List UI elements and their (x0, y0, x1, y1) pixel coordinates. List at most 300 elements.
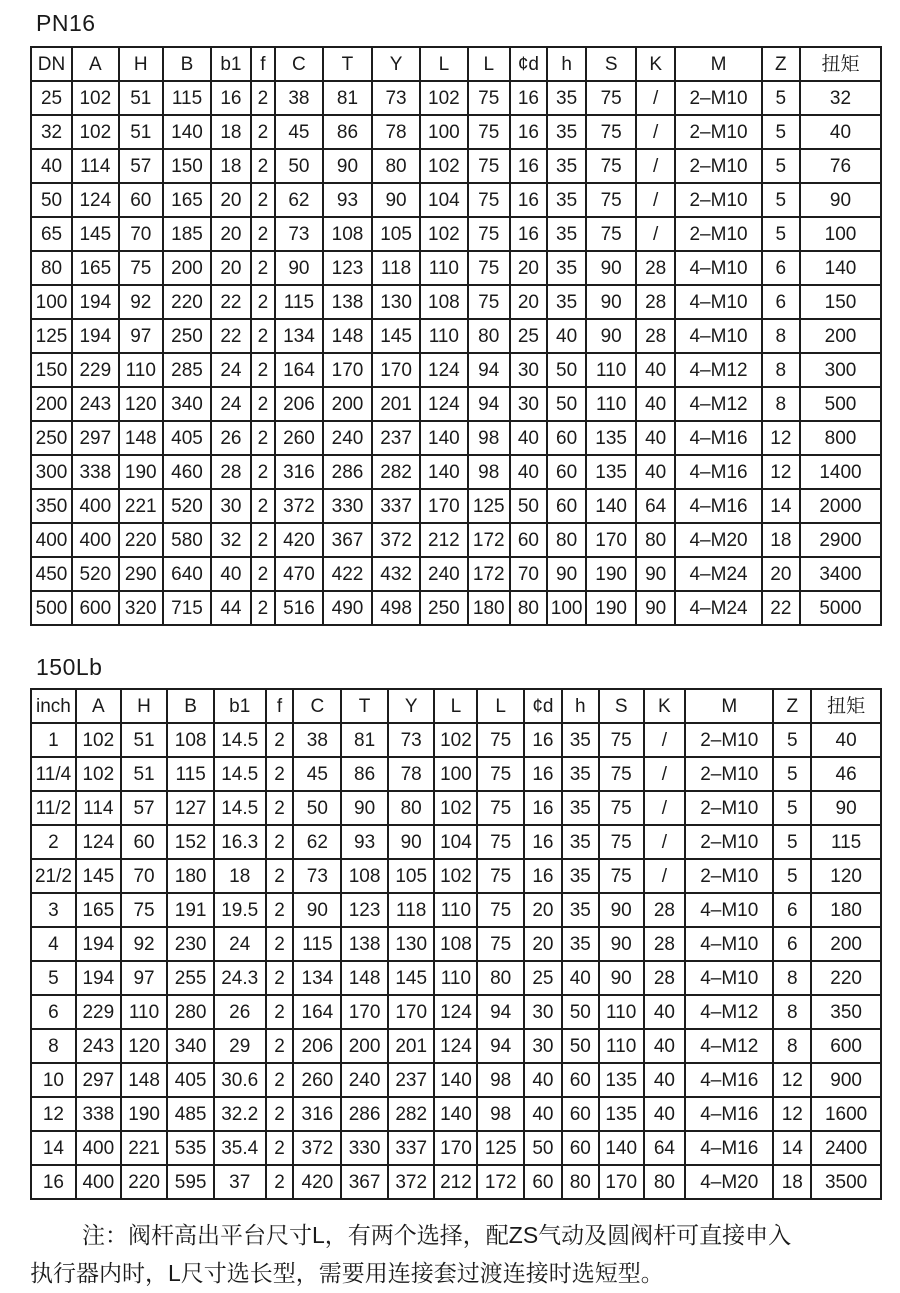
table-cell: 520 (163, 489, 211, 523)
column-header: M (685, 689, 773, 723)
table-cell: 420 (293, 1165, 341, 1199)
table-cell: 148 (121, 1063, 168, 1097)
table-cell: 2–M10 (675, 149, 761, 183)
table-cell: 40 (211, 557, 251, 591)
column-header: H (119, 47, 163, 81)
table-cell: 2 (266, 961, 294, 995)
table-cell: 400 (72, 523, 118, 557)
table-cell: 490 (323, 591, 372, 625)
table-cell: 57 (121, 791, 168, 825)
table-cell: 22 (211, 319, 251, 353)
table-cell: 75 (119, 251, 163, 285)
table-cell: 150 (800, 285, 881, 319)
table-cell: 5 (762, 81, 800, 115)
table-cell: 60 (562, 1131, 599, 1165)
table-cell: 148 (119, 421, 163, 455)
table-row (31, 285, 881, 319)
table-cell: 80 (468, 319, 510, 353)
table-row (31, 251, 881, 285)
table-cell: 2 (251, 183, 275, 217)
footnote (30, 1216, 882, 1292)
table-cell: 102 (72, 81, 118, 115)
table-cell: 286 (323, 455, 372, 489)
table-cell: 38 (275, 81, 323, 115)
table-cell: 138 (341, 927, 388, 961)
table-cell: 40 (644, 1097, 686, 1131)
table-row (31, 353, 881, 387)
table-cell: 46 (811, 757, 881, 791)
column-header: h (562, 689, 599, 723)
table-cell: 206 (293, 1029, 341, 1063)
table-cell: 102 (72, 115, 118, 149)
table-cell: 40 (636, 387, 675, 421)
table-cell: 124 (72, 183, 118, 217)
table-cell: 2 (251, 591, 275, 625)
table-row (31, 961, 881, 995)
table-row (31, 115, 881, 149)
table-cell: 5 (773, 825, 811, 859)
table-cell: 28 (636, 319, 675, 353)
table-row (31, 859, 881, 893)
table-cell: 5 (773, 859, 811, 893)
table-cell: 180 (811, 893, 881, 927)
table-cell: 100 (547, 591, 586, 625)
table-cell: 102 (76, 757, 121, 791)
table-cell: 2 (251, 115, 275, 149)
table-cell: 22 (762, 591, 800, 625)
table-cell: 20 (524, 893, 562, 927)
table-cell: 75 (599, 859, 644, 893)
table-row (31, 455, 881, 489)
column-header: f (251, 47, 275, 81)
table-cell: 75 (468, 81, 510, 115)
table-cell: 94 (468, 353, 510, 387)
table-cell: 8 (31, 1029, 76, 1063)
table-cell: 75 (586, 81, 636, 115)
table-cell: 5 (762, 115, 800, 149)
table-cell: 6 (773, 893, 811, 927)
table-cell: 2 (251, 421, 275, 455)
table-cell: 170 (420, 489, 468, 523)
table-cell: 2 (251, 217, 275, 251)
table-cell: 900 (811, 1063, 881, 1097)
table-cell: 80 (510, 591, 547, 625)
table-cell: 12 (773, 1097, 811, 1131)
table-cell: 21/2 (31, 859, 76, 893)
table-cell: 2 (251, 149, 275, 183)
table-cell: 2 (266, 1097, 294, 1131)
table-cell: 102 (420, 217, 468, 251)
table-cell: 57 (119, 149, 163, 183)
table-cell: 108 (167, 723, 214, 757)
table-cell: 165 (72, 251, 118, 285)
column-header: ¢d (510, 47, 547, 81)
table-cell: 75 (468, 285, 510, 319)
table-cell: 90 (599, 961, 644, 995)
table-cell: 135 (586, 421, 636, 455)
table-cell: 120 (121, 1029, 168, 1063)
table-cell: 372 (372, 523, 420, 557)
table-cell: 8 (762, 387, 800, 421)
table-cell: 75 (468, 251, 510, 285)
column-header: Y (388, 689, 435, 723)
table-cell: 170 (434, 1131, 477, 1165)
table-cell: 2 (251, 557, 275, 591)
table-cell: 229 (72, 353, 118, 387)
table-cell: 2–M10 (675, 81, 761, 115)
table-cell: 81 (341, 723, 388, 757)
table-cell: 14 (762, 489, 800, 523)
table-cell: 2–M10 (675, 183, 761, 217)
table-cell: 73 (275, 217, 323, 251)
table-cell: 420 (275, 523, 323, 557)
table-cell: 120 (811, 859, 881, 893)
table-cell: / (644, 757, 686, 791)
table-cell: 600 (811, 1029, 881, 1063)
table-cell: 2 (266, 1165, 294, 1199)
table-cell: 16 (211, 81, 251, 115)
header-row (31, 47, 881, 81)
table-cell: 516 (275, 591, 323, 625)
table-cell: 145 (72, 217, 118, 251)
table-cell: 93 (341, 825, 388, 859)
table-cell: 16.3 (214, 825, 266, 859)
table-cell: 340 (163, 387, 211, 421)
table-cell: 40 (636, 455, 675, 489)
table-cell: 2–M10 (685, 859, 773, 893)
table-cell: 35 (562, 927, 599, 961)
table-cell: 170 (372, 353, 420, 387)
table-cell: 60 (524, 1165, 562, 1199)
table-row (31, 387, 881, 421)
table-cell: 24.3 (214, 961, 266, 995)
table-cell: 125 (468, 489, 510, 523)
table-cell: 75 (586, 217, 636, 251)
table-cell: 40 (800, 115, 881, 149)
table-cell: 11/2 (31, 791, 76, 825)
table-cell: / (644, 723, 686, 757)
table-cell: 80 (547, 523, 586, 557)
table-cell: 498 (372, 591, 420, 625)
table-cell: 75 (599, 825, 644, 859)
table-cell: 2000 (800, 489, 881, 523)
table-cell: 51 (121, 723, 168, 757)
table-cell: 170 (323, 353, 372, 387)
table-cell: 14.5 (214, 757, 266, 791)
table-cell: 237 (372, 421, 420, 455)
table-cell: 90 (372, 183, 420, 217)
table-cell: 4–M12 (675, 387, 761, 421)
table-cell: 75 (599, 723, 644, 757)
table-cell: 25 (510, 319, 547, 353)
table-cell: 90 (547, 557, 586, 591)
table-cell: 26 (211, 421, 251, 455)
table-cell: 104 (420, 183, 468, 217)
table-cell: 90 (323, 149, 372, 183)
table-cell: 367 (323, 523, 372, 557)
table-cell: 94 (468, 387, 510, 421)
table-cell: 300 (800, 353, 881, 387)
table-cell: 1600 (811, 1097, 881, 1131)
table-cell: 124 (76, 825, 121, 859)
table-cell: 80 (31, 251, 72, 285)
table-cell: / (644, 791, 686, 825)
table-cell: 80 (388, 791, 435, 825)
table-cell: 60 (547, 455, 586, 489)
table-cell: 60 (547, 421, 586, 455)
table-cell: / (636, 81, 675, 115)
table-cell: 140 (163, 115, 211, 149)
table-cell: 5 (773, 757, 811, 791)
table-cell: 86 (341, 757, 388, 791)
table-cell: 40 (562, 961, 599, 995)
table-cell: 100 (31, 285, 72, 319)
column-header: f (266, 689, 294, 723)
table-cell: 194 (72, 319, 118, 353)
table-cell: 4–M12 (685, 995, 773, 1029)
table-cell: 243 (72, 387, 118, 421)
table-cell: 4–M10 (675, 319, 761, 353)
table-cell: 2 (266, 1029, 294, 1063)
table-cell: 320 (119, 591, 163, 625)
column-header: H (121, 689, 168, 723)
table-cell: 22 (211, 285, 251, 319)
table-cell: 194 (76, 961, 121, 995)
table-cell: 2–M10 (685, 723, 773, 757)
table-cell: 4–M20 (675, 523, 761, 557)
column-header: ¢d (524, 689, 562, 723)
table-cell: 75 (477, 825, 524, 859)
table-cell: 114 (72, 149, 118, 183)
column-header: K (644, 689, 686, 723)
table-cell: 405 (163, 421, 211, 455)
table-cell: 98 (477, 1097, 524, 1131)
table-cell: 80 (562, 1165, 599, 1199)
table-cell: 75 (468, 183, 510, 217)
footnote-line-2: 执行器内时，L尺寸选长型，需要用连接套过渡连接时选短型。 (30, 1260, 664, 1286)
table-cell: 118 (388, 893, 435, 927)
table-cell: 200 (800, 319, 881, 353)
table-cell: 35 (547, 115, 586, 149)
table-cell: 35 (562, 757, 599, 791)
table-cell: 470 (275, 557, 323, 591)
table-cell: 12 (762, 455, 800, 489)
table-cell: 118 (372, 251, 420, 285)
column-header: b1 (211, 47, 251, 81)
table-cell: 20 (211, 183, 251, 217)
table-row (31, 927, 881, 961)
table-cell: 4–M10 (675, 251, 761, 285)
table-cell: 32 (800, 81, 881, 115)
table-cell: 12 (762, 421, 800, 455)
table-cell: 104 (434, 825, 477, 859)
table-cell: 337 (388, 1131, 435, 1165)
table-cell: 94 (477, 1029, 524, 1063)
table-cell: 30 (524, 1029, 562, 1063)
table-cell: 140 (420, 455, 468, 489)
table-cell: 350 (31, 489, 72, 523)
table-cell: 40 (31, 149, 72, 183)
table-cell: 123 (341, 893, 388, 927)
table-cell: 120 (119, 387, 163, 421)
table-cell: 90 (341, 791, 388, 825)
table-cell: 28 (644, 927, 686, 961)
table-cell: 90 (293, 893, 341, 927)
table-cell: / (644, 825, 686, 859)
table-cell: 170 (599, 1165, 644, 1199)
table-cell: 4–M12 (685, 1029, 773, 1063)
table-cell: 2 (251, 489, 275, 523)
table-cell: 90 (388, 825, 435, 859)
table-cell: 75 (468, 149, 510, 183)
table-cell: 2 (266, 859, 294, 893)
table-row (31, 1097, 881, 1131)
table-cell: 12 (31, 1097, 76, 1131)
table-cell: 330 (341, 1131, 388, 1165)
table-cell: 40 (524, 1097, 562, 1131)
table-cell: 130 (388, 927, 435, 961)
table-cell: 100 (800, 217, 881, 251)
column-header: DN (31, 47, 72, 81)
table-cell: 8 (773, 1029, 811, 1063)
table-cell: 405 (167, 1063, 214, 1097)
table-cell: 220 (119, 523, 163, 557)
column-header: B (163, 47, 211, 81)
table-cell: 200 (341, 1029, 388, 1063)
table-cell: 35 (547, 251, 586, 285)
table-cell: 130 (372, 285, 420, 319)
table-cell: 35 (547, 217, 586, 251)
column-header: T (341, 689, 388, 723)
table-cell: 75 (477, 723, 524, 757)
table-row (31, 1165, 881, 1199)
table-cell: 25 (524, 961, 562, 995)
table-cell: 229 (76, 995, 121, 1029)
table-cell: 240 (341, 1063, 388, 1097)
table-cell: 400 (76, 1165, 121, 1199)
table-cell: 81 (323, 81, 372, 115)
table-cell: 285 (163, 353, 211, 387)
table-cell: 90 (275, 251, 323, 285)
table-cell: 40 (510, 455, 547, 489)
table-cell: 40 (644, 1029, 686, 1063)
table-cell: 337 (372, 489, 420, 523)
table-cell: 90 (586, 319, 636, 353)
table-cell: 221 (119, 489, 163, 523)
table-cell: 316 (293, 1097, 341, 1131)
table-cell: 237 (388, 1063, 435, 1097)
table-cell: 1 (31, 723, 76, 757)
table-cell: 30 (524, 995, 562, 1029)
table-cell: 90 (800, 183, 881, 217)
column-header: 扭矩 (800, 47, 881, 81)
table-cell: 32.2 (214, 1097, 266, 1131)
table-cell: 2 (251, 285, 275, 319)
table-cell: 2 (266, 723, 294, 757)
pn16-table-title: PN16 (36, 10, 96, 36)
table-cell: 4–M16 (675, 455, 761, 489)
table-cell: 16 (524, 859, 562, 893)
column-header: 扭矩 (811, 689, 881, 723)
table-cell: 108 (420, 285, 468, 319)
table-cell: 102 (76, 723, 121, 757)
table-cell: 35 (562, 859, 599, 893)
table-cell: 30 (510, 353, 547, 387)
table-cell: 297 (72, 421, 118, 455)
table-cell: 35 (547, 81, 586, 115)
table-cell: 450 (31, 557, 72, 591)
table-cell: 90 (811, 791, 881, 825)
table-cell: 75 (599, 757, 644, 791)
table-cell: 4–M20 (685, 1165, 773, 1199)
table-cell: 6 (31, 995, 76, 1029)
table-cell: 4 (31, 927, 76, 961)
table-cell: 2 (266, 757, 294, 791)
table-cell: 200 (811, 927, 881, 961)
table-cell: 240 (323, 421, 372, 455)
table-cell: 11/4 (31, 757, 76, 791)
table-cell: 250 (31, 421, 72, 455)
table-cell: 18 (214, 859, 266, 893)
table-cell: / (636, 183, 675, 217)
table-cell: 110 (599, 995, 644, 1029)
table-cell: 135 (599, 1063, 644, 1097)
table-cell: 220 (121, 1165, 168, 1199)
table-cell: 16 (510, 115, 547, 149)
table-cell: 2 (251, 81, 275, 115)
table-cell: 25 (31, 81, 72, 115)
table-cell: 140 (434, 1097, 477, 1131)
table-cell: 124 (434, 995, 477, 1029)
table-cell: 220 (811, 961, 881, 995)
table-cell: 125 (31, 319, 72, 353)
table-cell: 185 (163, 217, 211, 251)
table-cell: 240 (420, 557, 468, 591)
table-cell: 170 (388, 995, 435, 1029)
table-cell: 172 (468, 557, 510, 591)
table-cell: 4–M24 (675, 591, 761, 625)
table-cell: 5 (762, 183, 800, 217)
table-cell: 10 (31, 1063, 76, 1097)
table-cell: 100 (434, 757, 477, 791)
table-cell: 485 (167, 1097, 214, 1131)
table-cell: 250 (420, 591, 468, 625)
table-cell: 124 (434, 1029, 477, 1063)
table-cell: 60 (562, 1097, 599, 1131)
table-cell: 110 (434, 893, 477, 927)
table-cell: 172 (477, 1165, 524, 1199)
table-cell: 75 (477, 791, 524, 825)
table-cell: 350 (811, 995, 881, 1029)
table-cell: 2 (266, 927, 294, 961)
table-cell: 150 (163, 149, 211, 183)
table-cell: 73 (372, 81, 420, 115)
table-cell: 432 (372, 557, 420, 591)
table-cell: 93 (323, 183, 372, 217)
table-cell: 300 (31, 455, 72, 489)
table-cell: / (636, 115, 675, 149)
table-cell: 135 (599, 1097, 644, 1131)
table-row (31, 523, 881, 557)
table-cell: 6 (762, 251, 800, 285)
table-cell: 75 (477, 757, 524, 791)
table-cell: 78 (388, 757, 435, 791)
table-cell: 460 (163, 455, 211, 489)
column-header: h (547, 47, 586, 81)
table-cell: 32 (211, 523, 251, 557)
table-cell: 340 (167, 1029, 214, 1063)
table-cell: 105 (372, 217, 420, 251)
